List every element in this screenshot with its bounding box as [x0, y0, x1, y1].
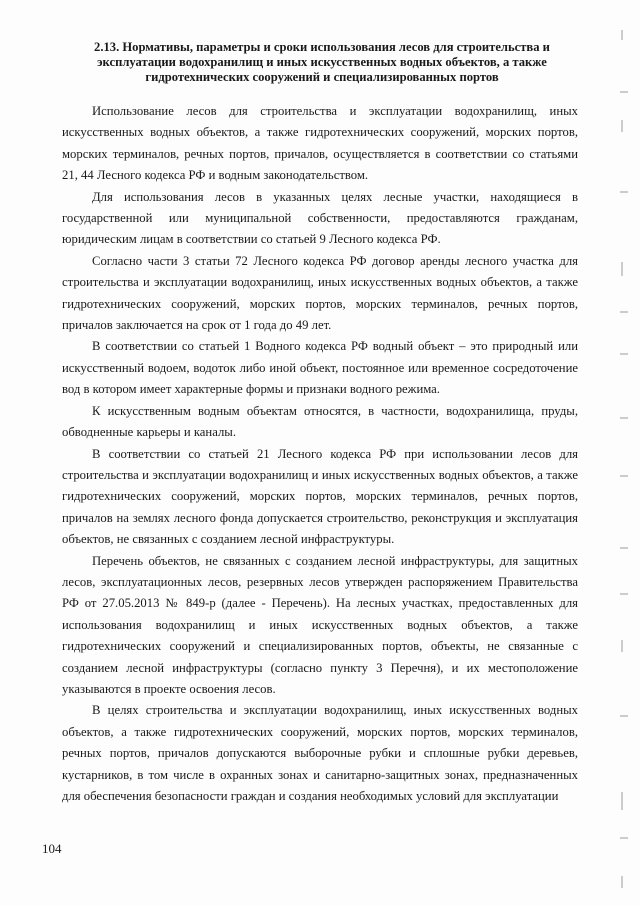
paragraph: Для использования лесов в указанных целях лесные участки, находящиеся в государственной или муниципальной собственности, предоставляются гражданам, юридическим лицам в соответствии со статьей 9 Лесного кодекса РФ. — [62, 189, 578, 247]
heading-line: 2.13. Нормативы, параметры и сроки использования лесов для строительства и — [94, 40, 550, 54]
paragraph: Согласно части 3 статьи 72 Лесного кодекса РФ договор аренды лесного участка для строительства и эксплуатации водохранилищ, иных искусственных водных объектов, а также гидротехнических сооружений, морских портов, морских терминалов, речных портов, причалов заключается на срок от 1 года до 49 лет. — [62, 253, 578, 333]
section-heading — [72, 40, 572, 85]
page-number: 104 — [42, 841, 62, 856]
paragraph: В соответствии со статьей 21 Лесного кодекса РФ при использовании лесов для строительства и эксплуатации водохранилищ и иных искусственных водных объектов, а также гидротехнических сооружений, морских портов, морских терминалов, речных портов, причалов на землях лесного фонда допускается строительство, реконструкция и эксплуатация объектов, не связанных с созданием лесной инфраструктуры. — [62, 446, 578, 547]
scan-margin-marks — [618, 0, 632, 905]
heading-line: гидротехнических сооружений и специализированных портов — [145, 70, 499, 84]
paragraph: Использование лесов для строительства и эксплуатации водохранилищ, иных искусственных водных объектов, а также гидротехнических сооружений, морских портов, морских терминалов, речных портов, причалов, осуществляется в соответствии со статьями 21, 44 Лесного кодекса РФ и водным законодательством. — [62, 104, 578, 183]
paragraph: В целях строительства и эксплуатации водохранилищ, иных искусственных водных объектов, а также гидротехнических сооружений, морских портов, морских терминалов, речных портов, причалов допускаются выборочные рубки и сплошные рубки деревьев, кустарников, в том числе в охранных зонах и санитарно-защитных зонах, предназначенных для обеспечения безопасности граждан и создания необходимых условий для эксплуатации — [62, 703, 578, 803]
paragraph: В соответствии со статьей 1 Водного кодекса РФ водный объект – это природный или искусственный водоем, водоток либо иной объект, постоянное или временное сосредоточение вод в котором имеет характерные формы и признаки водного режима. — [62, 339, 578, 397]
heading-line: эксплуатации водохранилищ и иных искусственных водных объектов, а также — [97, 55, 547, 69]
paragraph: К искусственным водным объектам относятся, в частности, водохранилища, пруды, обводненные карьеры и каналы. — [62, 403, 578, 440]
body-text — [62, 101, 578, 807]
paragraph: Перечень объектов, не связанных с созданием лесной инфраструктуры, для защитных лесов, эксплуатационных лесов, резервных лесов утвержден распоряжением Правительства РФ от 27.05.2013 № 849-р (далее - Перечень). На лесных участках, предоставленных для использования водохранилищ и иных искусственных водных объектов, а также гидротехнических сооружений и специализированных портов, объекты, не связанные с созданием лесной инфраструктуры (согласно пункту 3 Перечня), и их местоположение указываются в проекте освоения лесов. — [62, 553, 578, 696]
